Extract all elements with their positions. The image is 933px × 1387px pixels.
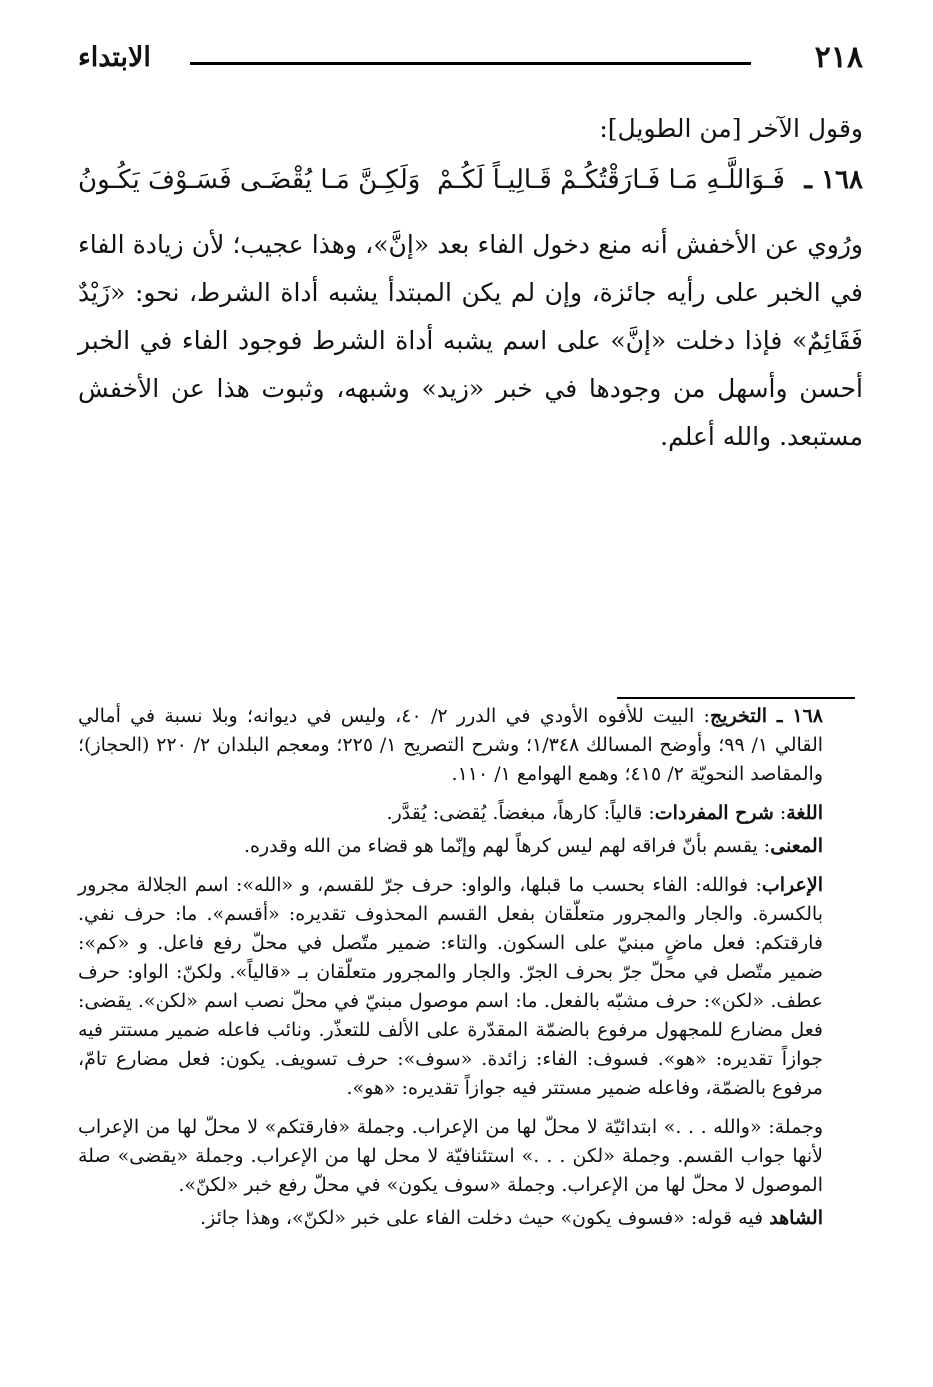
- body-paragraph: ورُوي عن الأخفش أنه منع دخول الفاء بعد «إنَّ»، وهذا عجيب؛ لأن زيادة الفاء في الخبر على رأيه جائزة، وإن لم يكن المبتدأ يشبه أداة الشرط، نحو: «زَيْدٌ فَقَائِمٌ» فإذا دخلت «إنَّ» على اسم يشبه أداة الشرط فوجود الفاء في الخبر أحسن وأسهل من وجودها في خبر «زيد» وشبهه، وثبوت هذا عن الأخفش مستبعد. والله أعلم.: [78, 230, 863, 451]
- shahid-label: الشاهد: [769, 1207, 823, 1229]
- verse-second-hemistich: وَلَكِـنَّ مَـا يُقْضَـى فَسَـوْفَ يَكُـونُ: [78, 165, 421, 195]
- lugha-text: : قالياً: كارهاً، مبغضاً. يُقضى: يُقدَّر.: [386, 802, 655, 824]
- takhrij-label: ١٦٨ ـ التخريج: [709, 705, 823, 727]
- footnote-shahid: [78, 1204, 863, 1233]
- footnote-irab: [78, 871, 863, 1103]
- verse-number: ١٦٨ ـ: [804, 165, 863, 195]
- shahid-text: فيه قوله: «فسوف يكون» حيث دخلت الفاء على خبر «لكنّ»، وهذا جائز.: [200, 1207, 764, 1229]
- page-number: ٢١٨: [814, 40, 863, 75]
- lugha-sub-label: شرح المفردات: [654, 802, 774, 824]
- footnotes: [78, 702, 863, 1237]
- poetry-verse: [78, 155, 863, 215]
- irab-text: : فوالله: الفاء بحسب ما قبلها، والواو: حرف جرّ للقسم، و «الله»: اسم الجلالة مجرور بالكسرة. والجار والمجرور متعلّقان بفعل القسم المحذوف تقديره: «أقسم». ما: حرف نفي. فارقتكم: فعل ماضٍ مبنيّ على السكون. والتاء: ضمير متّصل في محلّ رفع فاعل. و «كم»: ضمير متّصل في محلّ جرّ بحرف الجرّ. والجار والمجرور متعلّقان بـ «قالياً». ولكنّ: الواو: حرف عطف. «لكن»: حرف مشبّه بالفعل. ما: اسم موصول مبنيّ في محلّ نصب اسم «لكن». يقضى: فعل مضارع للمجهول مرفوع بالضمّة المقدّرة على الألف للتعذّر. ونائب فاعله ضمير مستتر فيه جوازاً تقديره: «هو». فسوف: الفاء: زائدة. «سوف»: حرف تسويف. يكون: فعل مضارع تامّ، مرفوع بالضمّة، وفاعله ضمير مستتر فيه جوازاً تقديره: «هو».: [78, 874, 823, 1099]
- header-rule: [190, 62, 751, 65]
- footnote-separator: [617, 697, 855, 699]
- footnote-jumal: وجملة: «والله . . .» ابتدائيّة لا محلّ لها من الإعراب. وجملة «فارقتكم» لا محلّ لها من الإعراب لأنها جواب القسم. وجملة «لكن . . .» استئنافيّة لا محل لها من الإعراب. وجملة «يقضى» صلة الموصول لا محلّ لها من الإعراب. وجملة «سوف يكون» في محلّ رفع خبر «لكنّ».: [78, 1116, 823, 1196]
- chapter-title: الابتداء: [78, 42, 151, 73]
- footnote-maana: [78, 832, 863, 861]
- lugha-label: اللغة: [786, 802, 823, 824]
- maana-label: المعنى: [770, 835, 823, 857]
- takhrij-text: : البيت للأفوه الأودي في الدرر ٢/ ٤٠، وليس في ديوانه؛ وبلا نسبة في أمالي القالي ١/ ٩٩؛ وأوضح المسالك ١/٣٤٨؛ وشرح التصريح ١/ ٢٢٥؛ ومعجم البلدان ٢/ ٢٢٠ (الحجاز)؛ والمقاصد النحويّة ٢/ ٤١٥؛ وهمع الهوامع ١/ ١١٠.: [78, 705, 824, 785]
- irab-label: الإعراب: [761, 874, 823, 896]
- footnote-lugha: اللغة: شرح المفردات: قالياً: كارهاً، مبغضاً. يُقضى: يُقدَّر.: [386, 802, 823, 824]
- main-text: [78, 105, 863, 461]
- maana-text: : يقسم بأنّ فراقه لهم ليس كرهاً لهم وإنّما هو قضاء من الله وقدره.: [243, 835, 771, 857]
- footnote-takhrij: [78, 702, 863, 789]
- verse-first-hemistich: فَـوَاللَّـهِ مَـا فَـارَقْتُكُـمْ قَـالِيـاً لَكُـمْ: [437, 165, 785, 195]
- page-header: [78, 40, 863, 80]
- verse-intro: وقول الآخر [من الطويل]:: [599, 114, 863, 143]
